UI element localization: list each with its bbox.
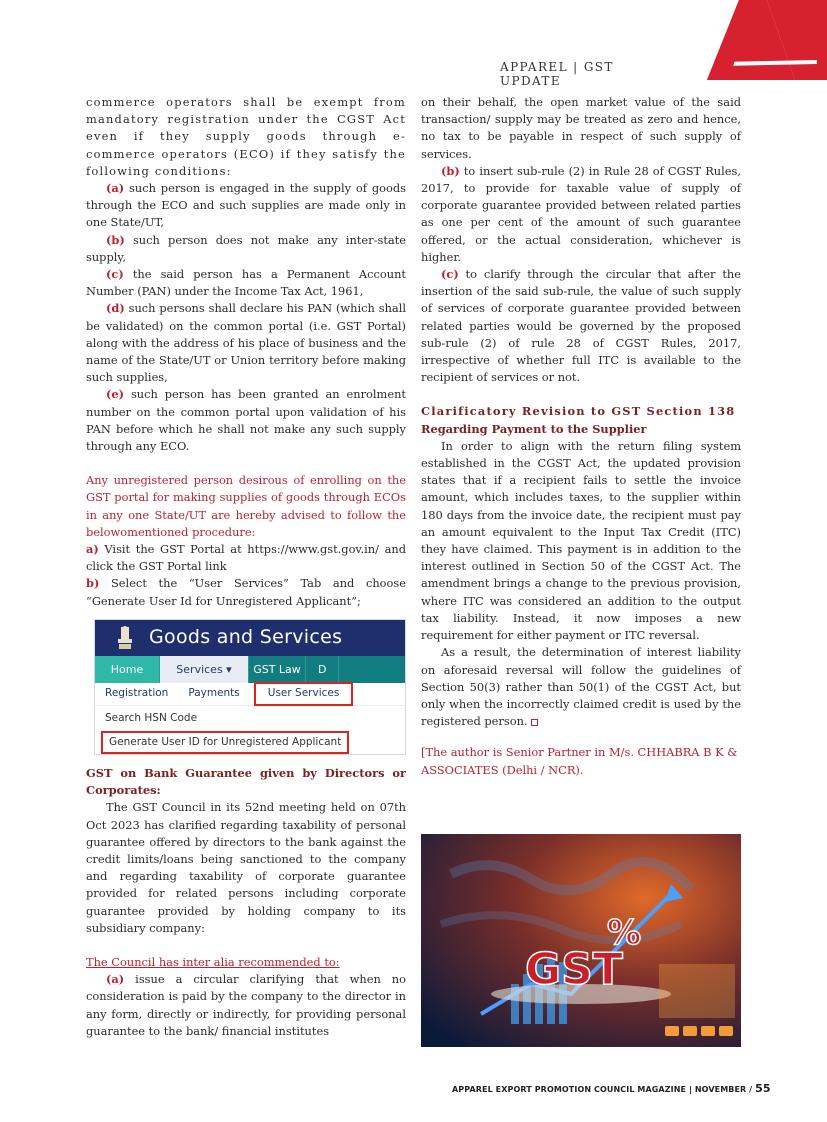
sub-payments[interactable]: Payments — [188, 687, 240, 700]
author-note: [The author is Senior Partner in M/s. CHHABRA B K & ASSOCIATES (Delhi / NCR). — [421, 745, 738, 777]
condition-e: (e) such person has been granted an enrolment number on the common portal upon validation of his PAN before which he shall not make any such supply through any ECO. — [86, 387, 406, 454]
intro-paragraph: commerce operators shall be exempt from mandatory registration under the CGST Act even if they supply goods through e-commerce operators (ECO) if they satisfy the following conditions: — [86, 95, 406, 178]
portal-header — [95, 620, 405, 656]
council-heading: The Council has inter alia recommended to: — [86, 954, 340, 969]
condition-a: (a) such person is engaged in the supply of goods through the ECO and such supplies are made only in one State/UT, — [86, 181, 406, 230]
step-b: b) Select the “User Services” Tab and choose “Generate User Id for Unregistered Applicant”; — [86, 576, 406, 608]
apparel-logo — [667, 0, 827, 80]
sub-user-services[interactable]: User Services — [254, 682, 354, 705]
bank-guarantee-body: The GST Council in its 52nd meeting held on 07th Oct 2023 has clarified regarding taxability of personal guarantee offered by directors to the bank against the credit limits/loans being sanctioned to the company and regarding taxability of corporate guarantee provided for related persons including corporate guarantee provided by holding company to its subsidiary company: — [86, 800, 406, 935]
emblem-icon — [111, 624, 139, 652]
page-footer — [452, 1082, 771, 1095]
gst-illustration — [421, 834, 741, 1047]
bank-guarantee-heading: GST on Bank Guarantee given by Directors or Corporates: — [86, 765, 406, 798]
condition-b: (b) such person does not make any inter-state supply, — [86, 232, 406, 264]
step-a: a) Visit the GST Portal at https://www.gst.gov.in/ and click the GST Portal link — [86, 542, 406, 574]
condition-c: (c) the said person has a Permanent Account Number (PAN) under the Income Tax Act, 1961, — [86, 267, 406, 299]
condition-d: (d) such persons shall declare his PAN (which shall be validated) on the common portal (i.e. GST Portal) along with the address of his place of business and the name of the State/UT or Union territory before making such supplies, — [86, 301, 406, 385]
sub-registration[interactable]: Registration — [105, 687, 169, 700]
end-mark-icon — [531, 719, 538, 726]
interest-paragraph: As a result, the determination of interest liability on aforesaid reversal will follow the guidelines of Section 50(3) rather than 50(1) of the CGST Act, but only when the incorrectly claimed credit is used by the registered person. — [421, 645, 741, 729]
unregistered-note: Any unregistered person desirous of enrolling on the GST portal for making supplies of goods through ECOs in any one State/UT are hereby advised to follow the belowomentioned procedure: — [86, 473, 406, 539]
footer-text: APPAREL EXPORT PROMOTION COUNCIL MAGAZINE | NOVEMBER / — [452, 1085, 756, 1094]
nav-home[interactable]: Home — [95, 656, 160, 683]
portal-title: Goods and Services — [149, 626, 343, 649]
gst-portal-screenshot — [94, 619, 406, 755]
section-header: APPAREL | GST UPDATE — [500, 60, 614, 88]
council-point-b: (b) to insert sub-rule (2) in Rule 28 of CGST Rules, 2017, to provide for taxable value of supply of corporate guarantee provided between related parties as one per cent of the amount of such guarantee offered, or the actual consideration, whichever is higher. — [421, 163, 741, 264]
search-hsn-link[interactable]: Search HSN Code — [105, 711, 198, 724]
council-point-c: (c) to clarify through the circular that after the insertion of the said sub-rule, the value of such supply of services of corporate guarantee provided between related parties would be governed by the proposed sub-rule (2) of rule 28 of CGST Rules, 2017, irrespective of whether full ITC is available to the recipient of services or not. — [421, 267, 741, 385]
svg-text:%: % — [607, 913, 642, 953]
portal-nav — [95, 656, 405, 683]
section-138-body: In order to align with the return filing system established in the CGST Act, the updated provision states that if a recipient fails to settle the invoice amount, which includes taxes, to the supplier within 180 days from the invoice date, the recipient must pay an amount equivalent to the Input Tax Credit (ITC) they have claimed. This payment is in addition to the interest outlined in Section 50 of the CGST Act. The amendment brings a change to the previous provision, where ITC was considered an addition to the output tax liability. Instead, it now imposes a new requirement for either payment or ITC reversal. — [421, 438, 741, 643]
portal-subnav — [95, 683, 405, 706]
section-138-heading: Clarificatory Revision to GST Section 138 — [421, 404, 736, 419]
nav-more[interactable]: D — [306, 656, 339, 683]
right-column — [421, 94, 741, 779]
gst-text: GST — [525, 944, 623, 995]
section-138-subheading: Regarding Payment to the Supplier — [421, 421, 647, 436]
left-column — [86, 94, 406, 1040]
council-point-a: (a) issue a circular clarifying that when no consideration is paid by the company to the director in any form, directly or indirectly, for providing personal guarantee to the bank/ financial institutes — [86, 972, 406, 1038]
generate-user-id-link[interactable]: Generate User ID for Unregistered Applicant — [101, 731, 349, 754]
continued-paragraph: on their behalf, the open market value of the said transaction/ supply may be treated as zero and hence, no tax to be payable in respect of such supply of services. — [421, 95, 741, 161]
nav-services[interactable]: Services ▾ — [160, 656, 249, 683]
page-number: 55 — [755, 1082, 771, 1095]
nav-gst-law[interactable]: GST Law — [249, 656, 306, 683]
